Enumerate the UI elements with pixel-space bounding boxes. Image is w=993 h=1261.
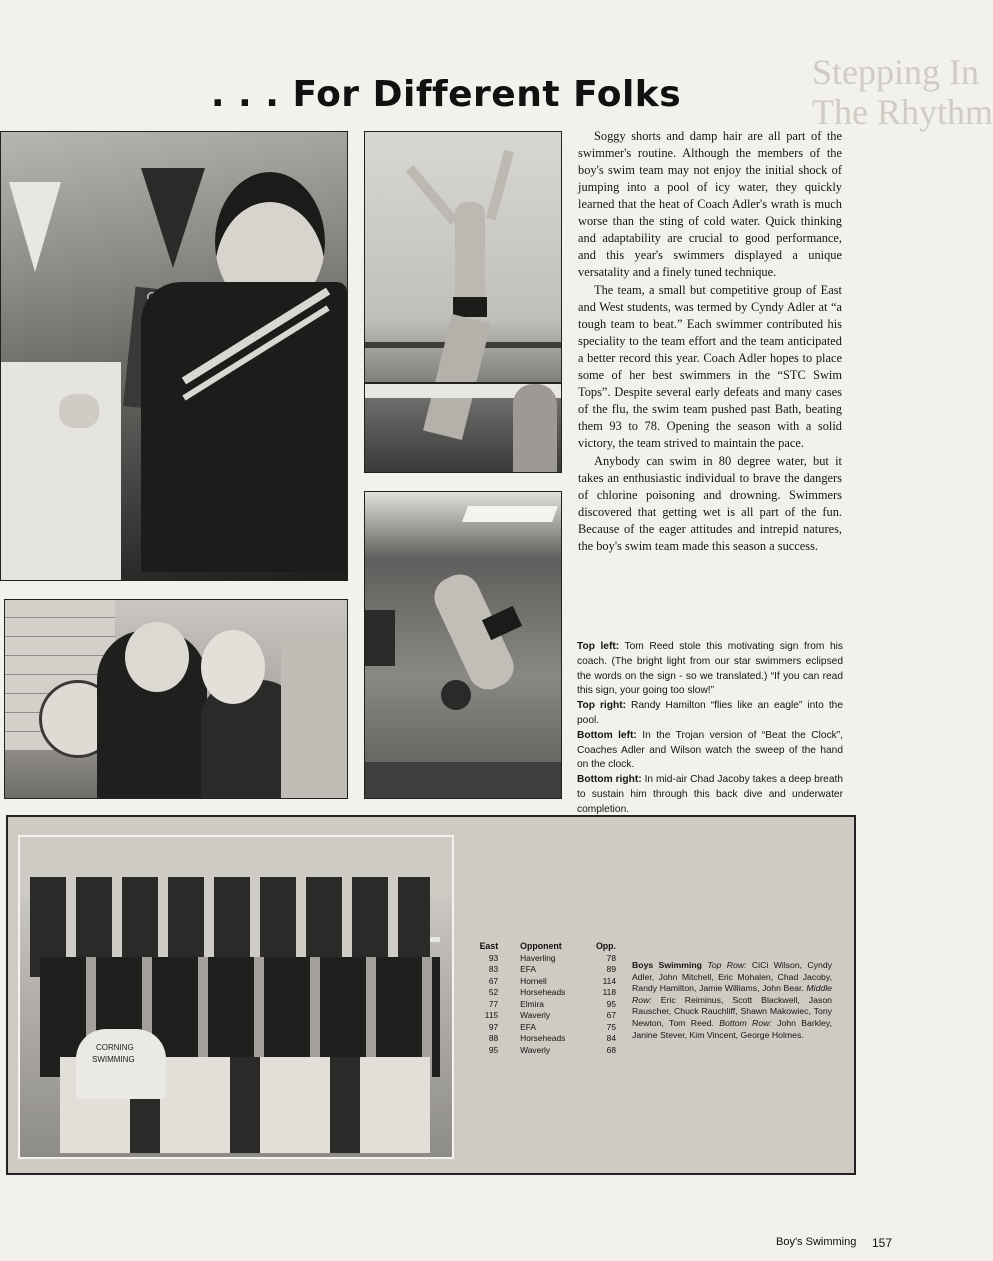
- paragraph-1: Soggy shorts and damp hair are all part of the swimmer's routine. Although the members of the boy's swim team may not enjoy the initial shock of jumping into a pool of icy water, they quickly learned that the heat of Coach Adler's wrath is much worse than the sting of cold water. Quick thinking and adaptability are crucial to good performance, and this year's swimmers displayed a unique versatality and a finely tuned technique.: [578, 129, 842, 279]
- opponent-score: 95: [606, 998, 616, 1009]
- page-number: 157: [872, 1236, 893, 1250]
- top-row-names: CiCi Wilson, Cyndy Adler, John Mitchell, Eric Mohalen, Chad Jacoby, Randy Hamilton, Jamie Williams, John Bear.: [632, 960, 832, 994]
- season-results: [466, 941, 616, 1056]
- swimmer-jacket: [141, 282, 347, 572]
- swimmer-hand: [59, 394, 99, 428]
- results-row: [466, 976, 616, 988]
- caption-bottom-left: [577, 729, 843, 773]
- opponent-name: Waverly: [520, 1010, 551, 1020]
- results-row: [466, 964, 616, 976]
- caption-text: Randy Hamilton “flies like an eagle” into the pool.: [577, 700, 843, 726]
- results-row: [466, 1010, 616, 1022]
- photo-top-right: [364, 131, 562, 473]
- diver-flip-head: [441, 680, 471, 710]
- photo-bottom-left: [4, 599, 348, 799]
- pennant-left: [9, 182, 61, 272]
- opponent-score: 78: [606, 952, 616, 963]
- photo-bottom-right: [364, 491, 562, 799]
- top-row-label: Top Row:: [707, 960, 747, 970]
- caption-text: In mid-air Chad Jacoby takes a deep breath to sustain him through this back dive and underwater completion.: [577, 774, 843, 815]
- results-row: [466, 999, 616, 1011]
- diver-arm-left: [406, 165, 459, 225]
- opponent-name: Hornell: [520, 975, 547, 986]
- results-header: [466, 941, 616, 953]
- team-shirt: [76, 1029, 166, 1099]
- col-east: East: [479, 941, 499, 951]
- diver-body: [455, 202, 485, 312]
- middle-row-names: Eric Reiminus, Scott Blackwell, Jason Rauscher, Chuck Rauchliff, Shawn Makowiec, Tony Newton, Tom Reed.: [632, 994, 832, 1028]
- diver-trunks: [453, 297, 487, 317]
- opponent-name: Waverly: [520, 1044, 551, 1055]
- roster-heading: Boys Swimming: [632, 960, 702, 970]
- team-photo: [18, 835, 454, 1159]
- bottom-row-names: John Barkley, Janine Stever, Kim Vincent, George Holmes.: [632, 1017, 833, 1040]
- east-score: 97: [488, 1021, 499, 1032]
- col-opponent: Opponent: [520, 941, 562, 951]
- east-score: 52: [488, 987, 499, 997]
- opponent-name: Haverling: [520, 952, 556, 963]
- east-score: 83: [488, 964, 499, 974]
- opponent-name: EFA: [520, 1021, 536, 1032]
- col-opp: Opp.: [595, 941, 616, 951]
- opponent-score: 89: [606, 964, 616, 974]
- middle-row-label: Middle Row:: [632, 983, 832, 1005]
- swimmer-back: [281, 640, 347, 798]
- opponent-score: 118: [602, 987, 616, 997]
- scoreboard-window: [365, 610, 395, 666]
- caption-label: Top left:: [577, 641, 620, 652]
- white-sign: [1, 362, 121, 580]
- caption-text: Tom Reed stole this motivating sign from his coach. (The bright light from our star swimmers eclipsed the words on the sign - so we translated.) “If you can read this sign, your going too slow!”: [577, 641, 843, 697]
- pennant-right: [141, 168, 205, 268]
- results-row: [466, 987, 616, 999]
- page-title: . . . For Different Folks: [210, 74, 682, 115]
- article-body: [578, 128, 842, 556]
- opponent-name: Horseheads: [520, 1033, 566, 1043]
- results-row: [466, 1033, 616, 1045]
- bottom-row-label: Bottom Row:: [719, 1017, 772, 1028]
- shirt-text-2: SWIMMING: [92, 1055, 135, 1064]
- caption-label: Top right:: [577, 700, 626, 712]
- ghost-line: Stepping In The Rhythm: [812, 52, 993, 132]
- east-score: 115: [484, 1010, 499, 1020]
- ceiling-light: [462, 506, 558, 522]
- paragraph-3: Anybody can swim in 80 degree water, but it takes an enthusiastic individual to brave the dangers of chlorine poisoning and drowning. Swimmers discovered that getting wet is all part of the fun. Because of the eager attitudes and intrepid natures, the boy's swim team made this season a success.: [578, 454, 842, 553]
- caption-text: In the Trojan version of “Beat the Clock”, Coaches Adler and Wilson watch the sweep of the hand on the clock.: [577, 729, 843, 771]
- photo-top-left: [0, 131, 348, 581]
- footer-section: Boy's Swimming: [776, 1236, 857, 1248]
- opponent-score: 68: [606, 1044, 616, 1055]
- results-row: [466, 1045, 616, 1057]
- paragraph-2: The team, a small but competitive group of East and West students, was termed by Cyndy Adler at “a tough team to beat.” Each swimmer contributed his speciality to the team effort and the team anticipated a better record this year. Coach Adler hopes to place some of her best swimmers in the “STC Swim Tops”. Despite several early defeats and many cases of the flu, the swim team pushed past Bath, beating them 93 to 78. Opening the season with a solid victory, the team strived to maintain the pace.: [578, 283, 842, 450]
- opponent-score: 114: [602, 975, 616, 986]
- opponent-name: Horseheads: [520, 987, 566, 997]
- diver-arm-right: [486, 150, 514, 220]
- coach-two-face: [201, 630, 265, 704]
- pool-deck: [365, 762, 561, 798]
- east-score: 67: [488, 975, 499, 986]
- caption-top-left: [577, 640, 843, 699]
- east-score: 93: [488, 952, 499, 963]
- opponent-score: 84: [606, 1033, 616, 1043]
- results-body: [466, 953, 616, 1057]
- shirt-text: CORNING: [96, 1043, 134, 1052]
- opponent-name: Elmira: [520, 998, 544, 1009]
- team-roster: [632, 960, 832, 1041]
- caption-bottom-right: [577, 773, 843, 817]
- east-score: 95: [488, 1044, 499, 1055]
- opponent-name: EFA: [520, 964, 536, 974]
- coach-one-face: [125, 622, 189, 692]
- caption-label: Bottom left:: [577, 729, 637, 741]
- diver-legs: [423, 314, 491, 440]
- opponent-score: 67: [606, 1010, 616, 1020]
- caption-top-right: [577, 699, 843, 729]
- caption-label: Bottom right:: [577, 774, 642, 786]
- east-score: 88: [488, 1033, 499, 1043]
- results-row: [466, 953, 616, 965]
- opponent-score: 75: [606, 1021, 616, 1032]
- results-table: [466, 941, 616, 1056]
- spectator: [513, 384, 557, 472]
- east-score: 77: [488, 998, 499, 1009]
- results-row: [466, 1022, 616, 1034]
- photo-captions: [577, 640, 843, 818]
